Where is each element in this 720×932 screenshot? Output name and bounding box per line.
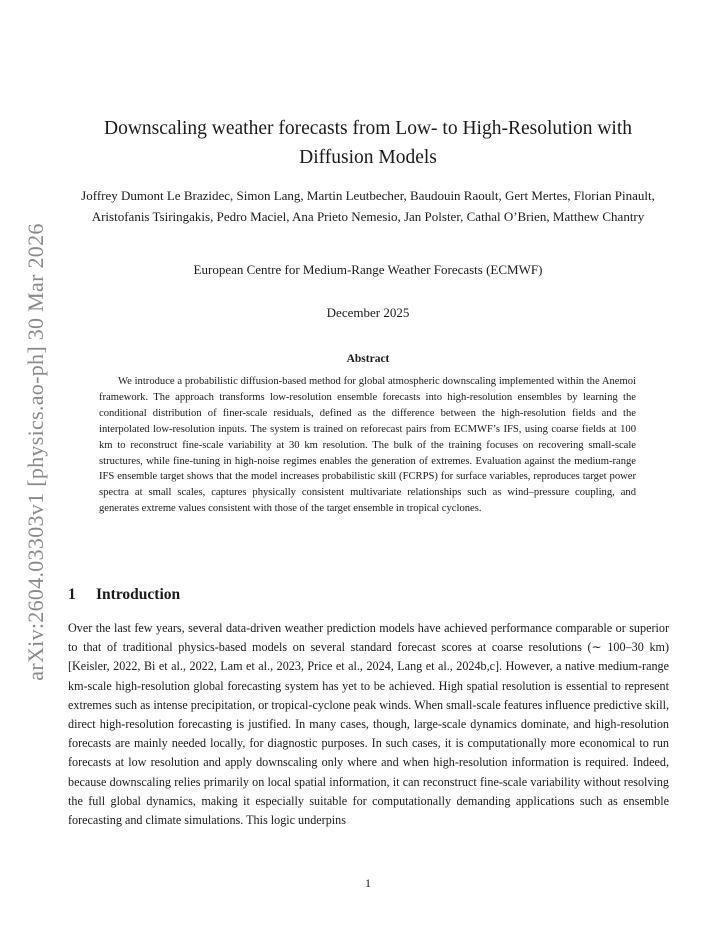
- section-heading: [68, 584, 180, 606]
- publication-date: December 2025: [326, 305, 410, 320]
- author-list: Joffrey Dumont Le Brazidec, Simon Lang, Martin Leutbecher, Baudouin Raoult, Gert Mertes, Florian Pinault, Aristofanis Tsiringakis, Pedro Maciel, Ana Prieto Nemesio, Jan Polster, Cathal O’Brien, Matthew Chantry: [81, 188, 655, 224]
- paper-title: Downscaling weather forecasts from Low- to High-Resolution with Diffusion Models: [103, 118, 632, 168]
- section-number: 1: [68, 586, 76, 603]
- arxiv-identifier-stamp: arXiv:2604.03303v1 [physics.ao-ph] 30 Mar 2026: [23, 223, 48, 681]
- abstract-heading: Abstract: [346, 353, 390, 365]
- section-title: Introduction: [96, 586, 181, 603]
- section-body-text: Over the last few years, several data-driven weather prediction models have achieved performance comparable or superior to that of traditional physics-based models on several standard forecast scores at coarse resolutions (∼ 100–30 km) [Keisler, 2022, Bi et al., 2022, Lam et al., 2023, Price et al., 2024, Lang et al., 2024b,c]. However, a native medium-range km-scale high-resolution global forecasting system has yet to be achieved. High spatial resolution is essential to represent extremes such as intense precipitation, or tropical-cyclone peak winds. When small-scale features influence predictive skill, direct high-resolution forecasting is justified. In many cases, though, large-scale dynamics dominate, and high-resolution forecasts are mainly needed locally, for diagnostic purposes. In such cases, it is computationally more economical to run forecasts at low resolution and apply downscaling only where and when high-resolution information is required. Indeed, because downscaling relies primarily on local spatial information, it can reconstruct fine-scale variability without resolving the full global dynamics, making it especially suitable for computationally demanding applications such as ensemble forecasting and climate simulations. This logic underpins: [68, 621, 669, 828]
- abstract-text: We introduce a probabilistic diffusion-based method for global atmospheric downscaling implemented within the Anemoi framework. The approach transforms low-resolution ensemble forecasts into high-resolution ensembles by learning the conditional distribution of finer-scale residuals, defined as the difference between the high-resolution fields and the interpolated low-resolution inputs. The system is trained on reforecast pairs from ECMWF’s IFS, using coarse fields at 100 km to reconstruct fine-scale variability at 30 km resolution. The bulk of the training focuses on recovering small-scale structures, while fine-tuning in high-noise regimes enables the generation of extremes. Evaluation against the medium-range IFS ensemble target shows that the model increases probabilistic skill (FCRPS) for surface variables, reproduces target power spectra at small scales, captures physically consistent multivariate relationships such as wind–pressure coupling, and generates extreme values consistent with those of the target ensemble in tropical cyclones.: [99, 376, 636, 515]
- affiliation: European Centre for Medium-Range Weather Forecasts (ECMWF): [193, 262, 543, 277]
- page-number: 1: [365, 876, 371, 890]
